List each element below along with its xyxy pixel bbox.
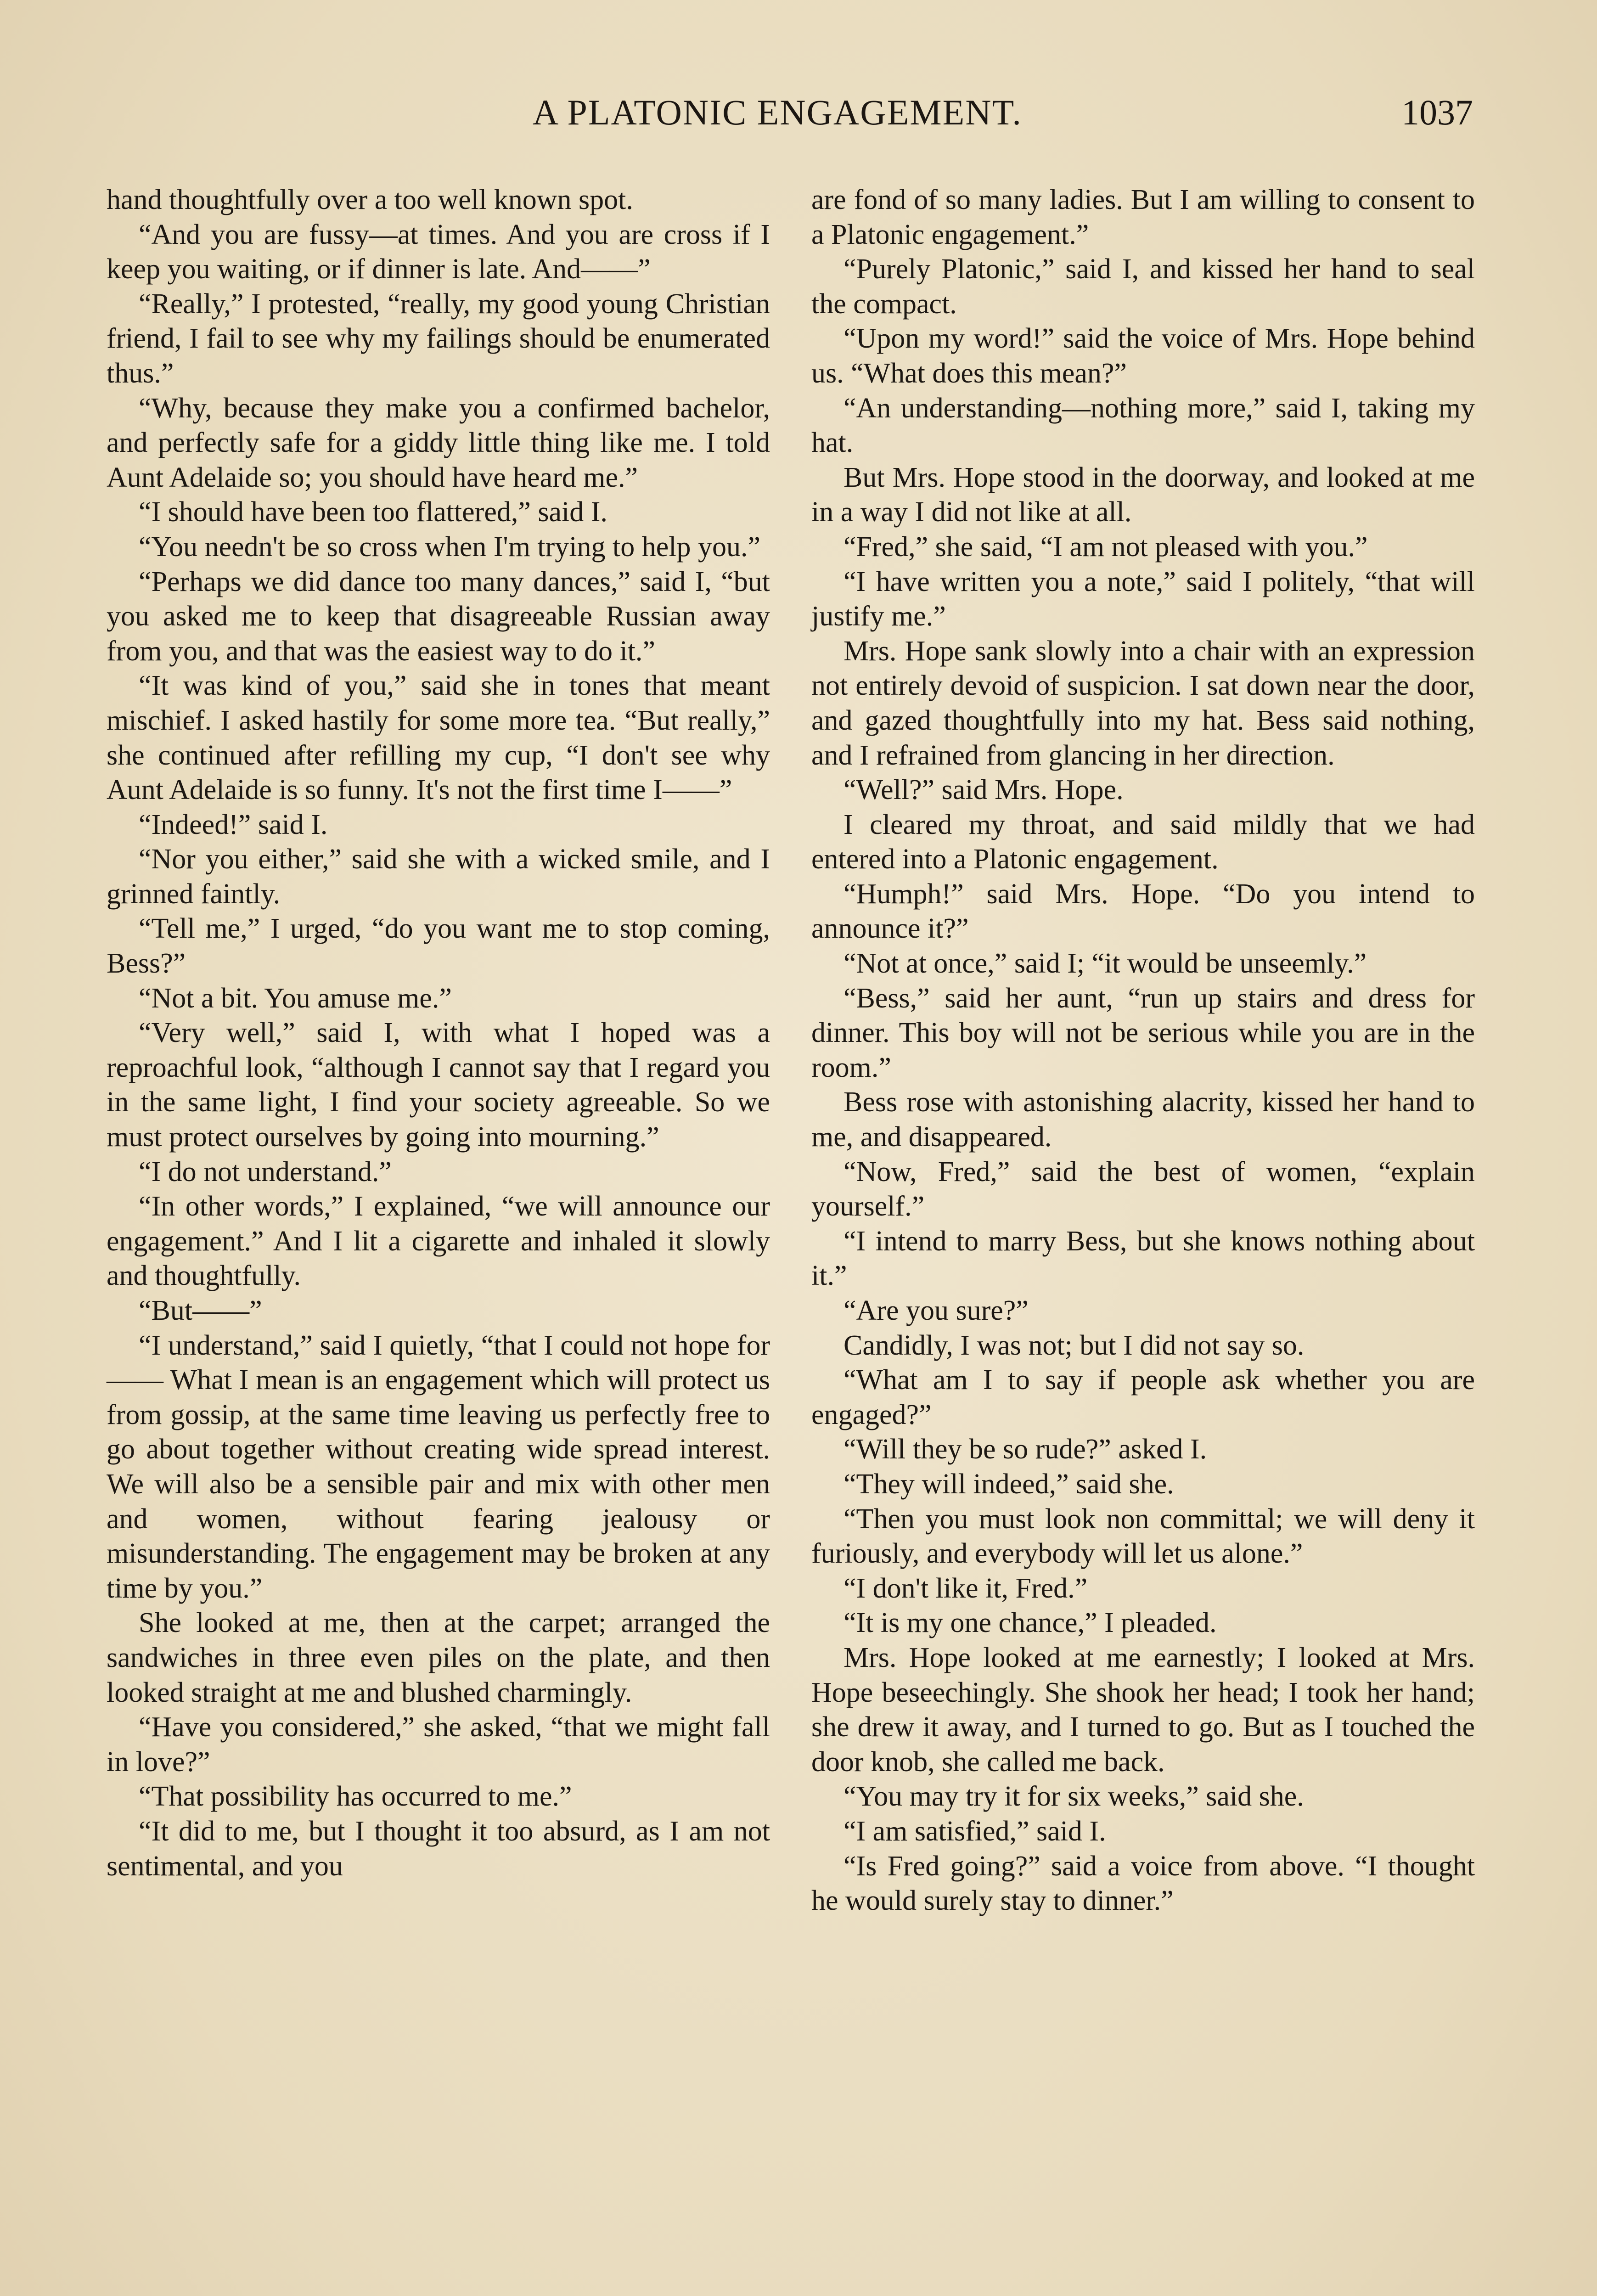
right-text-column	[811, 183, 1475, 1919]
paragraph: “I do not understand.”	[139, 1156, 392, 1187]
paragraph: hand thoughtfully over a too well known spot.	[107, 184, 633, 215]
paragraph: “Tell me,” I urged, “do you want me to stop coming, Bess?”	[107, 913, 770, 979]
paragraph: “I should have been too flattered,” said I.	[139, 496, 607, 528]
paragraph: “You may try it for six weeks,” said she.	[843, 1781, 1304, 1812]
paragraph: “An understanding—nothing more,” said I, taking my hat.	[811, 392, 1475, 459]
paragraph: “Indeed!” said I.	[139, 809, 328, 840]
paragraph: “Not a bit. You amuse me.”	[139, 982, 452, 1014]
paragraph: I cleared my throat, and said mildly that we had entered into a Platonic engagement.	[811, 809, 1475, 875]
paragraph: Bess rose with astonishing alacrity, kissed her hand to me, and disappeared.	[811, 1086, 1475, 1153]
paragraph: “It did to me, but I thought it too absurd, as I am not sentimental, and you	[107, 1815, 770, 1882]
paragraph: “Then you must look non committal; we will deny it furiously, and everybody will let us alone.”	[811, 1503, 1475, 1570]
paragraph: “Is Fred going?” said a voice from above. “I thought he would surely stay to dinner.”	[811, 1850, 1475, 1917]
paragraph: “Now, Fred,” said the best of women, “explain yourself.”	[811, 1156, 1475, 1222]
paragraph: “And you are fussy—at times. And you are cross if I keep you waiting, or if dinner is late. And——”	[107, 219, 770, 285]
paragraph: “Not at once,” said I; “it would be unseemly.”	[843, 948, 1367, 979]
left-text-column	[107, 183, 770, 1884]
paragraph: “Are you sure?”	[843, 1295, 1029, 1326]
paragraph: Candidly, I was not; but I did not say so.	[843, 1329, 1305, 1361]
paragraph: “I am satisfied,” said I.	[843, 1815, 1106, 1847]
running-header	[106, 92, 1473, 147]
page-title: A PLATONIC ENGAGEMENT.	[533, 92, 1022, 132]
paragraph: Mrs. Hope looked at me earnestly; I looked at Mrs. Hope beseechingly. She shook her head; I took her hand; she drew it away, and I turned to go. But as I touched the door knob, she called me back.	[811, 1642, 1475, 1778]
paragraph: “In other words,” I explained, “we will announce our engagement.” And I lit a cigarette and inhaled it slowly and thoughtfully.	[107, 1191, 770, 1292]
paragraph: “I understand,” said I quietly, “that I could not hope for—— What I mean is an engagement which will protect us from gossip, at the same time leaving us perfectly free to go about together without creating wide spread interest. We will also be a sensible pair and mix with other men and women, without fearing jealousy or misunderstanding. The engagement may be broken at any time by you.”	[107, 1329, 770, 1604]
paragraph: But Mrs. Hope stood in the doorway, and looked at me in a way I did not like at all.	[811, 461, 1475, 528]
paragraph: “Will they be so rude?” asked I.	[843, 1434, 1207, 1465]
paragraph: “But——”	[139, 1295, 262, 1326]
paragraph: “Really,” I protested, “really, my good young Christian friend, I fail to see why my failings should be enumerated thus.”	[107, 288, 770, 389]
paragraph: “Humph!” said Mrs. Hope. “Do you intend to announce it?”	[811, 878, 1475, 945]
paragraph: “That possibility has occurred to me.”	[139, 1781, 572, 1812]
paragraph: Mrs. Hope sank slowly into a chair with an expression not entirely devoid of suspicion. I sat down near the door, and gazed thoughtfully into my hat. Bess said nothing, and I refrained from glancing in her direction.	[811, 635, 1475, 771]
paragraph: “Why, because they make you a confirmed bachelor, and perfectly safe for a giddy little thing like me. I told Aunt Adelaide so; you should have heard me.”	[107, 392, 770, 493]
paragraph: are fond of so many ladies. But I am willing to consent to a Platonic engagement.”	[811, 184, 1475, 250]
paragraph: “Very well,” said I, with what I hoped was a reproachful look, “although I cannot say that I regard you in the same light, I find your society agreeable. So we must protect ourselves by going into mourning.”	[107, 1017, 770, 1153]
paragraph: “I intend to marry Bess, but she knows nothing about it.”	[811, 1225, 1475, 1292]
paragraph: “I have written you a note,” said I politely, “that will justify me.”	[811, 566, 1475, 632]
paragraph: “Have you considered,” she asked, “that we might fall in love?”	[107, 1711, 770, 1778]
paragraph: “It was kind of you,” said she in tones that meant mischief. I asked hastily for some more tea. “But really,” she continued after refilling my cup, “I don't see why Aunt Adelaide is so funny. It's not the first time I——”	[107, 670, 770, 806]
paragraph: “It is my one chance,” I pleaded.	[843, 1607, 1217, 1639]
paragraph: “I don't like it, Fred.”	[843, 1572, 1088, 1604]
paragraph: “What am I to say if people ask whether you are engaged?”	[811, 1364, 1475, 1430]
paragraph: “Well?” said Mrs. Hope.	[843, 774, 1124, 806]
page-number: 1037	[1401, 92, 1473, 132]
paragraph: “You needn't be so cross when I'm trying to help you.”	[139, 531, 761, 563]
paragraph: “Upon my word!” said the voice of Mrs. Hope behind us. “What does this mean?”	[811, 323, 1475, 389]
paragraph: She looked at me, then at the carpet; arranged the sandwiches in three even piles on the plate, and then looked straight at me and blushed charmingly.	[107, 1607, 770, 1708]
paragraph: “Perhaps we did dance too many dances,” said I, “but you asked me to keep that disagreeable Russian away from you, and that was the easiest way to do it.”	[107, 566, 770, 667]
paragraph: “Purely Platonic,” said I, and kissed her hand to seal the compact.	[811, 253, 1475, 320]
paragraph: “They will indeed,” said she.	[843, 1468, 1174, 1500]
paragraph: “Nor you either,” said she with a wicked smile, and I grinned faintly.	[107, 844, 770, 910]
paragraph: “Bess,” said her aunt, “run up stairs and dress for dinner. This boy will not be serious while you are in the room.”	[811, 982, 1475, 1083]
paragraph: “Fred,” she said, “I am not pleased with you.”	[843, 531, 1368, 563]
